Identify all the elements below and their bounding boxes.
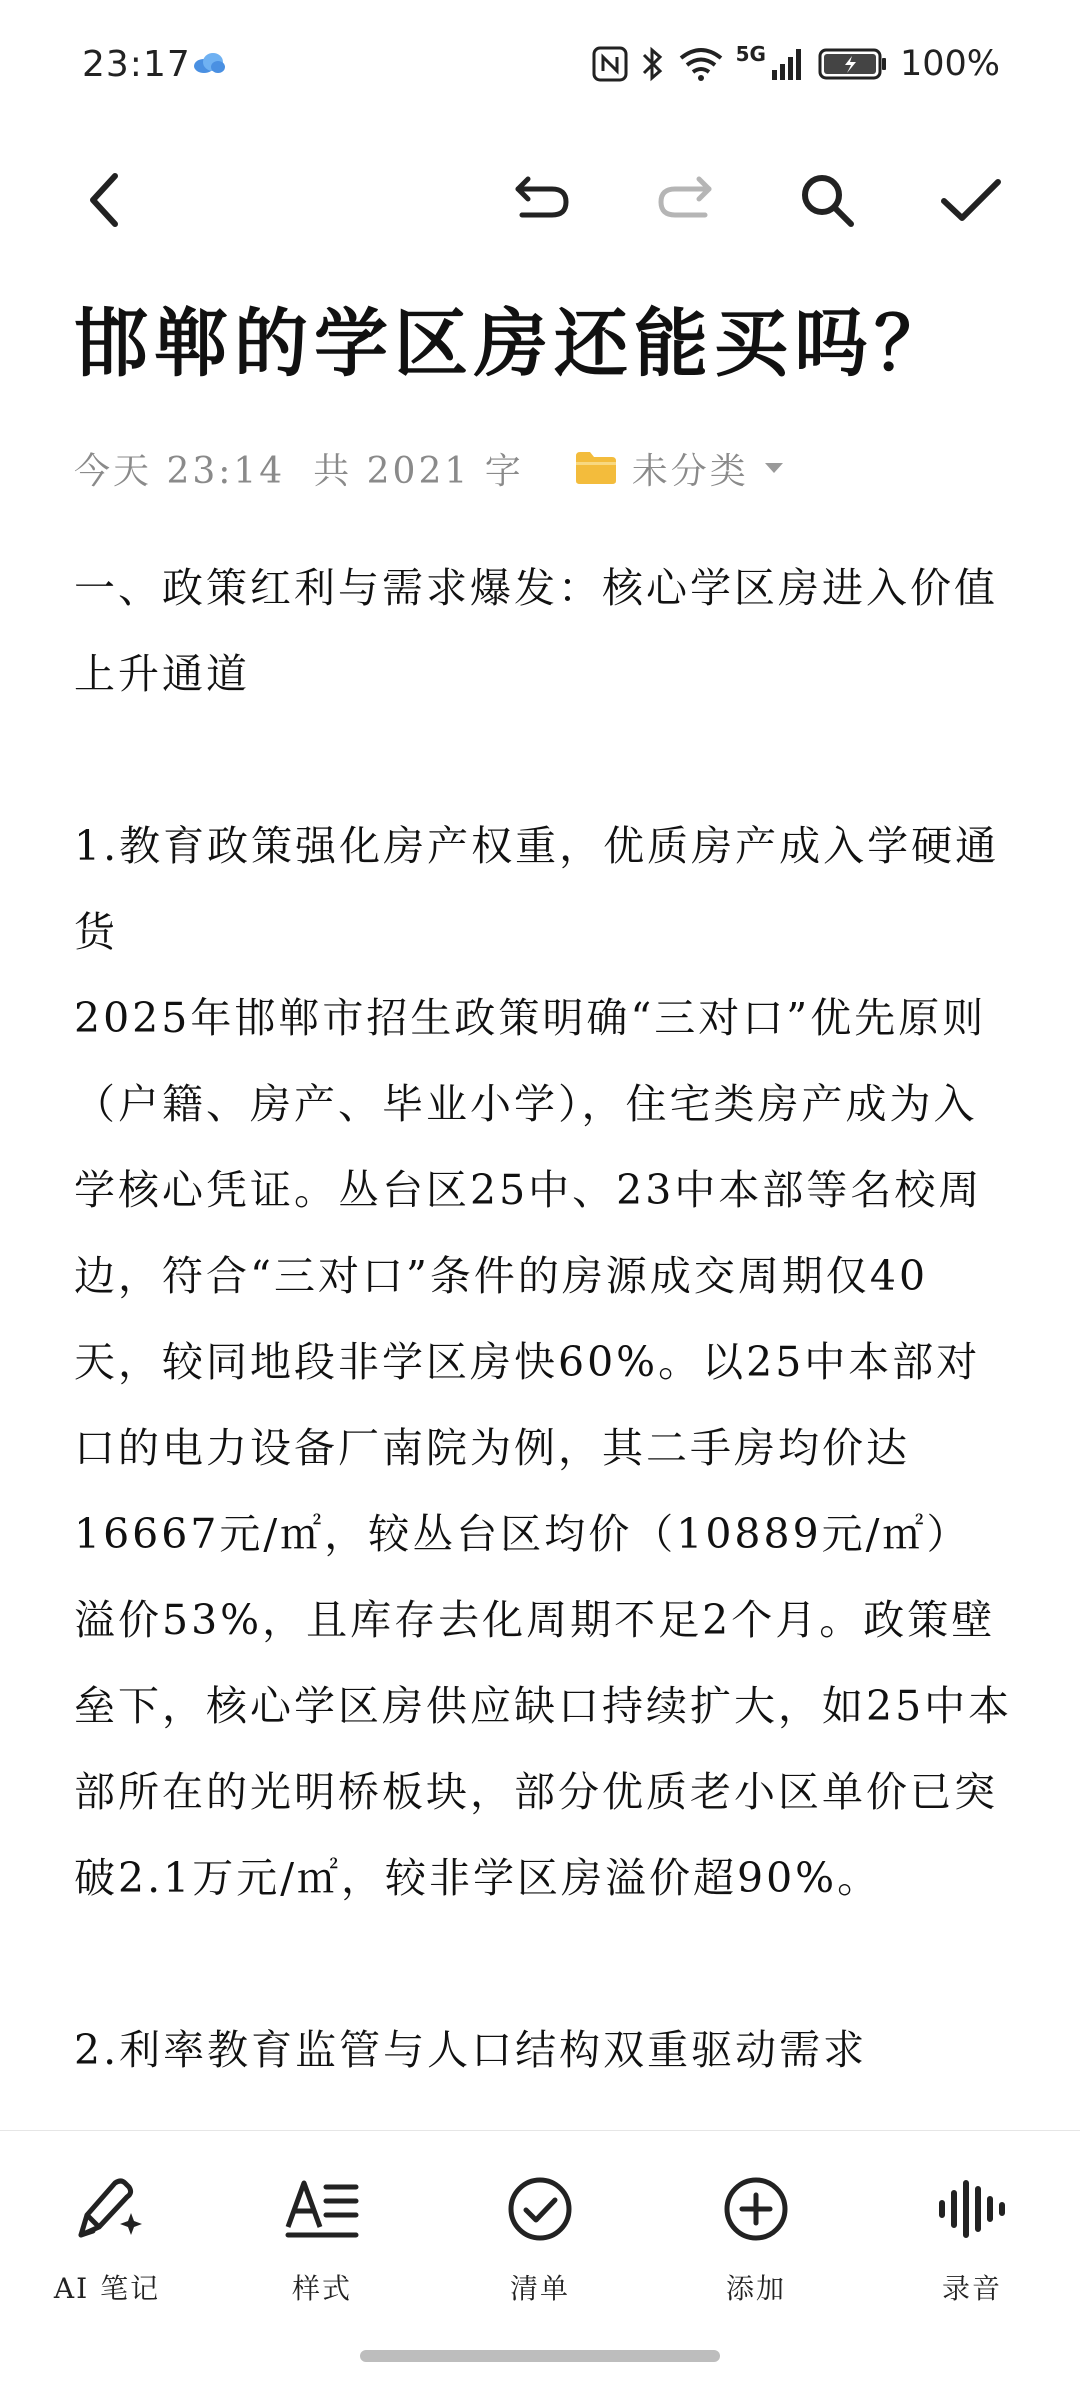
note-toolbar (0, 150, 1080, 250)
note-meta (74, 440, 799, 496)
undo-icon (512, 175, 572, 225)
body-paragraph: 2025年邯郸市招生政策明确“三对口”优先原则（户籍、房产、毕业小学），住宅类房产成为入学核心凭证。丛台区25中、23中本部等名校周边，符合“三对口”条件的房源成交周期仅40天，较同地段非学区房快60%。以25中本部对口的电力设备厂南院为例，其二手房均价达16667元/㎡，较丛台区均价（10889元/㎡）溢价53%，且库存去化周期不足2个月。政策壁垒下，核心学区房供应缺口持续扩大，如25中本部所在的光明桥板块，部分优质老小区单价已突破2.1万元/㎡，较非学区房溢价超90%。 (74, 994, 1013, 1902)
undo-button[interactable] (497, 150, 587, 250)
checklist-button[interactable] (460, 2169, 620, 2329)
subsection-heading: 2.利率教育监管与人口结构双重驱动需求 (74, 2026, 868, 2074)
text-style-icon (282, 2169, 362, 2249)
subsection-heading: 1.教育政策强化房产权重，优质房产成入学硬通货 (74, 822, 1000, 956)
done-button[interactable] (926, 150, 1016, 250)
search-button[interactable] (782, 150, 872, 250)
cloud-icon (192, 52, 226, 74)
style-button[interactable] (242, 2169, 402, 2329)
voice-record-label: 录音 (941, 2272, 1002, 2305)
back-button[interactable] (60, 150, 150, 250)
note-body[interactable] (74, 545, 1014, 2093)
category-selector[interactable] (574, 443, 799, 494)
signal-icon (770, 46, 806, 82)
search-icon (797, 170, 857, 230)
battery-level: 100% (899, 44, 1000, 84)
status-time: 23:17 (82, 44, 191, 85)
ai-pen-icon (67, 2169, 147, 2249)
network-type: 5G (735, 42, 766, 66)
status-icons (592, 42, 1000, 86)
status-bar (0, 0, 1080, 140)
check-icon (939, 175, 1003, 225)
category-label: 未分类 (631, 450, 749, 492)
home-indicator[interactable] (360, 2350, 720, 2362)
bluetooth-icon (640, 45, 666, 83)
chevron-down-icon (763, 460, 785, 476)
style-label: 样式 (291, 2272, 352, 2305)
note-date: 今天 23:14 (74, 450, 286, 492)
checklist-label: 清单 (509, 2272, 570, 2305)
redo-button[interactable] (640, 150, 730, 250)
voice-icon (932, 2169, 1012, 2249)
nfc-icon (592, 46, 628, 82)
redo-icon (655, 175, 715, 225)
wifi-icon (678, 46, 724, 82)
blank-line (74, 1921, 1014, 2007)
add-label: 添加 (725, 2272, 786, 2305)
add-icon (716, 2169, 796, 2249)
ai-note-button[interactable] (27, 2169, 187, 2329)
blank-line (74, 717, 1014, 803)
back-icon (85, 170, 125, 230)
battery-icon (818, 46, 888, 82)
voice-record-button[interactable] (892, 2169, 1052, 2329)
checklist-icon (500, 2169, 580, 2249)
word-count: 共 2021 字 (313, 450, 524, 492)
note-title[interactable]: 邯郸的学区房还能买吗？ (74, 301, 954, 387)
folder-icon (574, 450, 618, 486)
ai-note-label: AI 笔记 (53, 2272, 161, 2305)
add-button[interactable] (676, 2169, 836, 2329)
section-heading: 一、政策红利与需求爆发：核心学区房进入价值上升通道 (74, 564, 998, 698)
